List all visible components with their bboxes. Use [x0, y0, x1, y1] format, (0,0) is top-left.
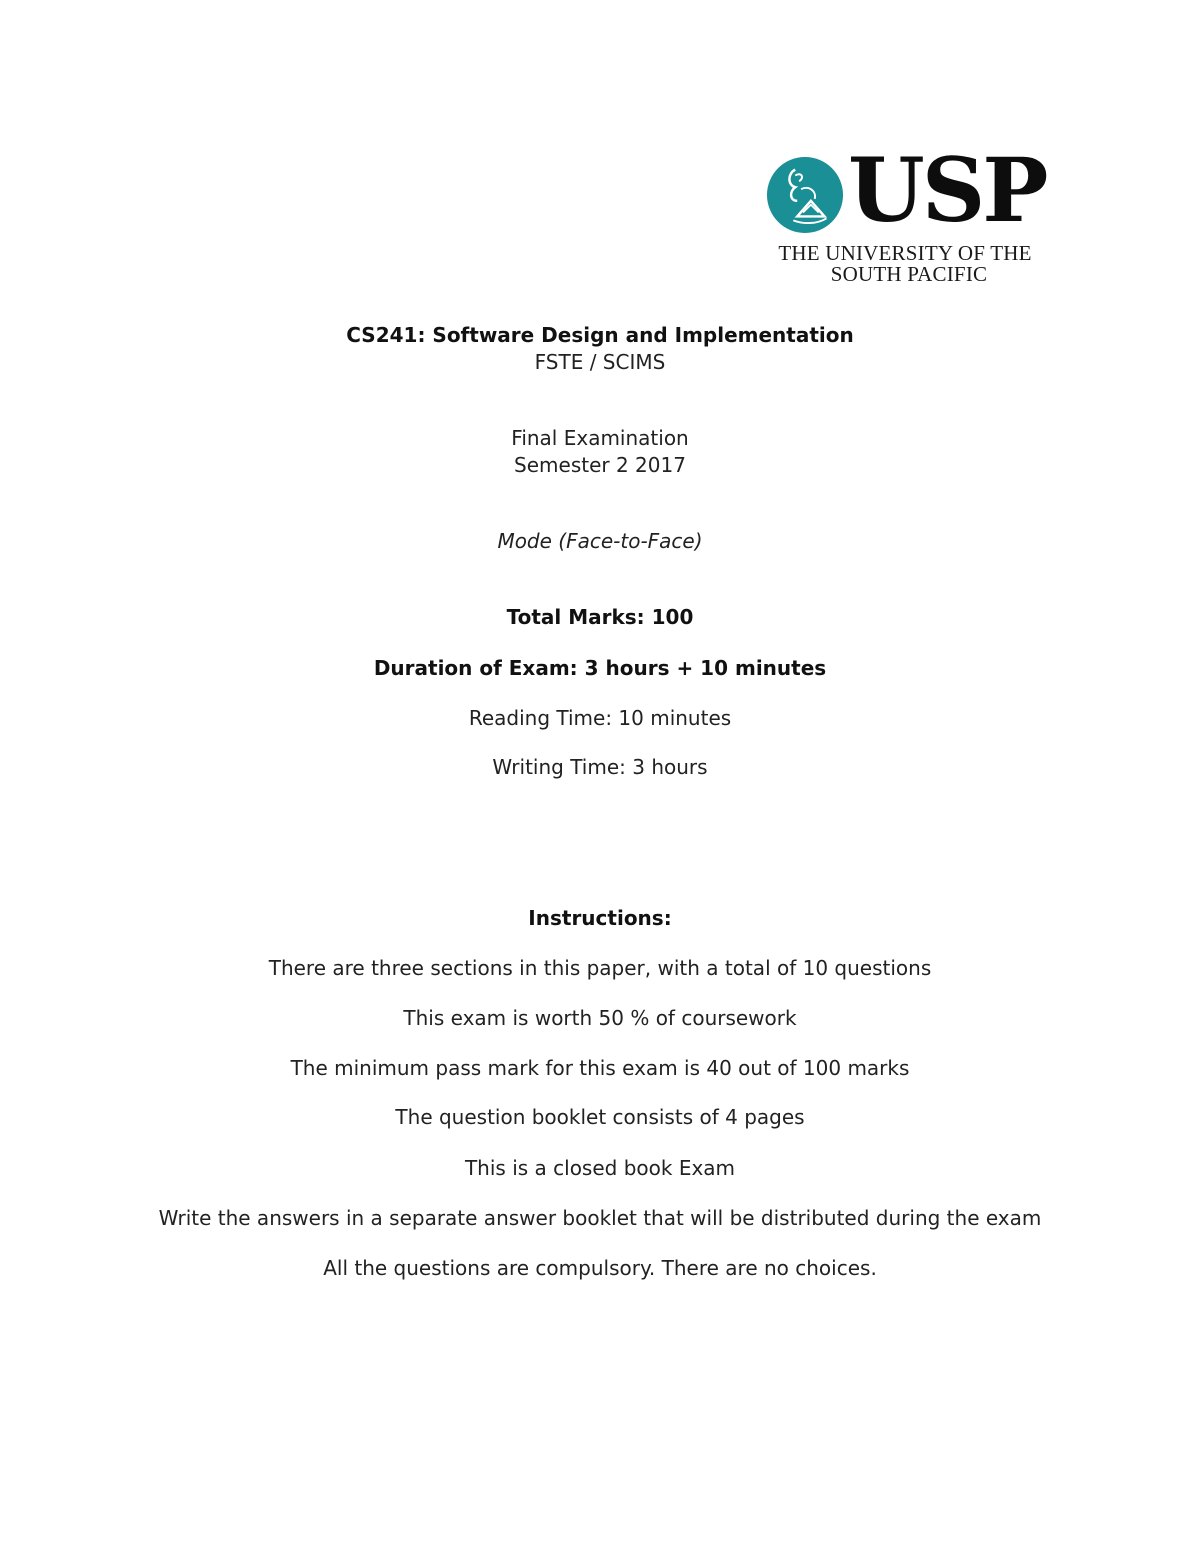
instruction-item: All the questions are compulsory. There are no choices. [323, 1256, 877, 1280]
logo-subtitle-line2: SOUTH PACIFIC [830, 262, 988, 286]
instructions-heading: Instructions: [528, 906, 672, 930]
logo-wordmark: USP [848, 138, 1046, 242]
total-marks: Total Marks: 100 [506, 605, 694, 629]
logo-subtitle-line1: THE UNIVERSITY OF THE [778, 241, 1032, 265]
usp-logo [764, 138, 1050, 286]
mode-line [0, 528, 1200, 554]
exam-duration: Duration of Exam: 3 hours + 10 minutes [373, 656, 827, 680]
instruction-item: Write the answers in a separate answer booklet that will be distributed during the exam [158, 1206, 1042, 1230]
reading-time: Reading Time: 10 minutes [468, 706, 732, 730]
semester-line: Semester 2 2017 [514, 453, 686, 477]
writing-time: Writing Time: 3 hours [492, 755, 708, 779]
mode-label: Mode [497, 529, 552, 553]
instruction-item: The question booklet consists of 4 pages [395, 1105, 805, 1129]
instruction-item: This is a closed book Exam [464, 1156, 736, 1180]
mode-value: (Face-to-Face) [558, 529, 703, 553]
exam-type: Final Examination [511, 426, 689, 450]
usp-emblem-icon [766, 156, 844, 234]
course-title: CS241: Software Design and Implementation [346, 323, 854, 347]
instruction-item: The minimum pass mark for this exam is 40 out of 100 marks [290, 1056, 910, 1080]
instruction-item: There are three sections in this paper, with a total of 10 questions [268, 956, 932, 980]
instruction-item: This exam is worth 50 % of coursework [403, 1006, 797, 1030]
faculty-line: FSTE / SCIMS [534, 350, 666, 374]
